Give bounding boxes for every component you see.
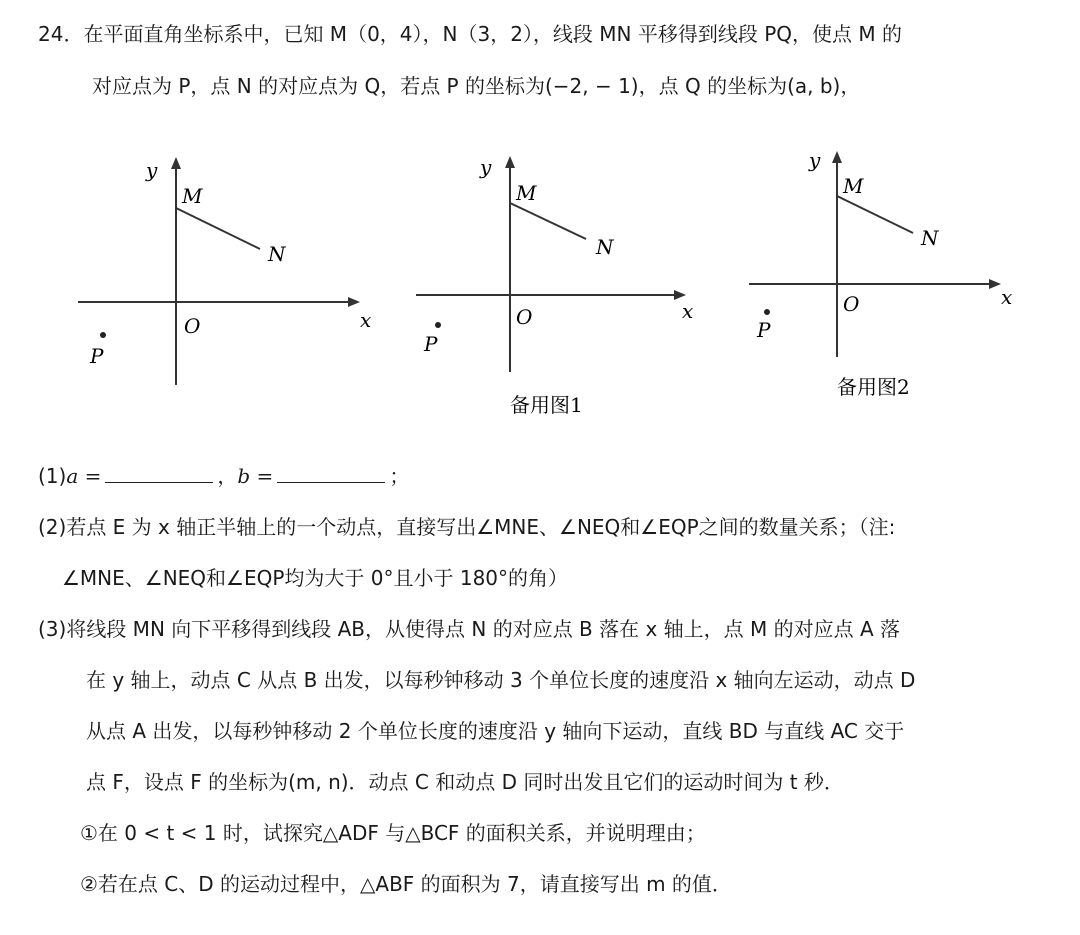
part-3-line-4: 点 F，设点 F 的坐标为(m, n)．动点 C 和动点 D 同时出发且它们的运动时间为 t 秒． [86,770,844,794]
part-3-line-2: 在 y 轴上，动点 C 从点 B 出发，以每秒钟移动 3 个单位长度的速度沿 x 轴向左运动，动点 D [86,668,916,692]
label-n: N [268,242,286,266]
part-2-line-1: (2)若点 E 为 x 轴正半轴上的一个动点，直接写出∠MNE、∠NEQ和∠EQP之间的数量关系；（注: [38,515,896,539]
figure-backup-1 [410,150,710,420]
point-p-dot [100,332,106,338]
label-m: M [843,174,864,198]
answer-separator: ， [217,464,238,488]
answer-b-blank[interactable] [277,464,385,483]
answer-b-label: b = [237,464,274,488]
label-o: O [843,292,860,316]
part-3-line-3: 从点 A 出发，以每秒钟移动 2 个单位长度的速度沿 y 轴向下运动，直线 BD 与直线 AC 交于 [86,719,905,743]
segment-mn [510,203,586,239]
label-x: x [360,308,372,332]
y-axis-arrow [171,157,181,169]
x-axis-arrow [989,279,1001,289]
segment-mn [837,196,913,233]
x-axis-arrow [348,297,360,307]
label-m: M [182,184,203,208]
answer-a-label: a = [66,464,102,488]
segment-mn [176,208,260,249]
label-o: O [184,314,201,338]
point-p-dot [764,309,770,315]
label-n: N [921,226,939,250]
part-3-line-1: (3)将线段 MN 向下平移得到线段 AB，从使得点 N 的对应点 B 落在 x 轴上，点 M 的对应点 A 落 [38,617,901,641]
y-axis-arrow [832,151,842,163]
label-x: x [682,299,694,323]
answer-end: ； [389,464,410,488]
label-p: P [424,332,438,356]
part-1 [38,462,409,490]
part-2-line-2: ∠MNE、∠NEQ和∠EQP均为大于 0°且小于 180°的角） [62,566,569,590]
part-3-sub-2: ②若在点 C、D 的运动过程中，△ABF 的面积为 7，请直接写出 m 的值． [80,872,732,896]
figure-caption: 备用图2 [837,375,910,399]
figure-main [70,145,390,395]
part-1-label: (1) [38,464,67,488]
y-axis-arrow [505,156,515,168]
label-y: y [480,155,492,179]
label-y: y [146,158,158,182]
part-3-sub-1: ①在 0 < t < 1 时，试探究△ADF 与△BCF 的面积关系，并说明理由； [80,821,706,845]
label-p: P [757,318,771,342]
question-number: 24 [38,22,64,46]
label-n: N [596,235,614,259]
label-m: M [516,181,537,205]
question-text-1: ．在平面直角坐标系中，已知 M（0，4），N（3，2），线段 MN 平移得到线段 PQ，使点 M 的 [63,22,902,46]
label-p: P [90,344,104,368]
answer-a-blank[interactable] [105,464,213,483]
figure-caption: 备用图1 [510,393,583,417]
question-line-2: 对应点为 P，点 N 的对应点为 Q，若点 P 的坐标为(−2, − 1)，点 Q 的坐标为(a, b)， [92,74,861,98]
question-line-1 [38,20,902,48]
figure-backup-2 [745,145,1045,405]
label-x: x [1001,285,1013,309]
point-p-dot [435,322,441,328]
label-y: y [809,148,821,172]
label-o: O [516,305,533,329]
